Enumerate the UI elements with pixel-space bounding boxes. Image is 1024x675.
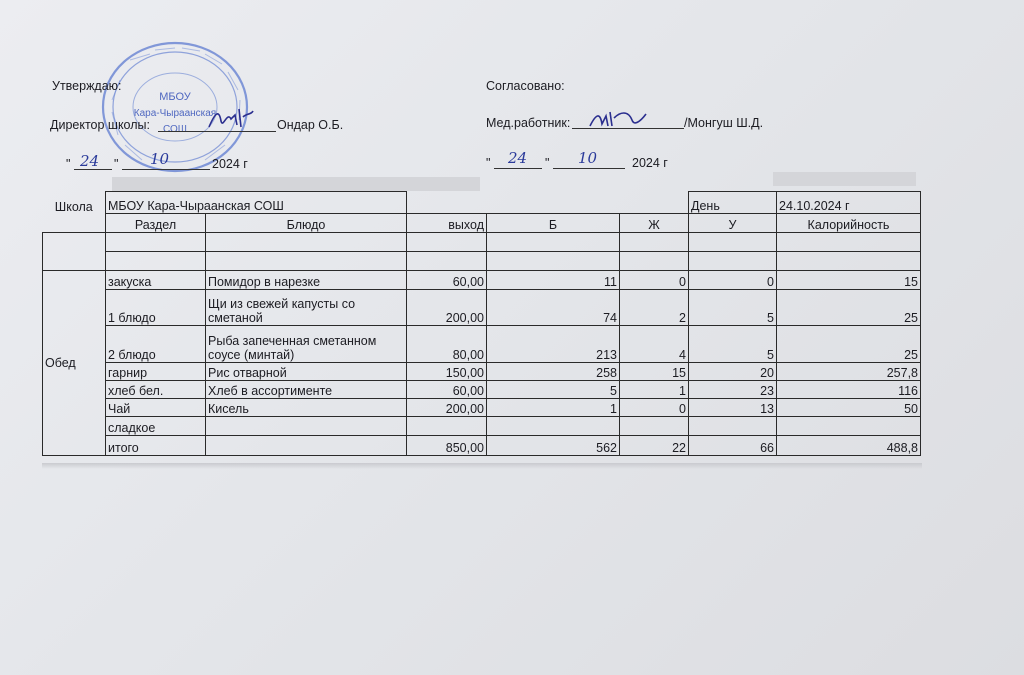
table-row: [43, 363, 921, 381]
cell-calories: 15: [777, 271, 921, 290]
cell-carbs: 23: [689, 381, 777, 399]
cell-output: 200,00: [407, 399, 487, 417]
med-name: /Монгуш Ш.Д.: [684, 116, 764, 130]
cell-fats: 0: [620, 399, 689, 417]
director-name: Ондар О.Б.: [277, 118, 344, 132]
cell-fats: 15: [620, 363, 689, 381]
cell-dish: Хлеб в ассортименте: [206, 381, 407, 399]
stamp-line-3: СОШ: [163, 124, 187, 135]
cell-carbs: 0: [689, 271, 777, 290]
cell-carbs: 66: [689, 436, 777, 456]
cell-section: 2 блюдо: [106, 326, 206, 363]
row-label-empty: [43, 233, 106, 271]
cell-output: 150,00: [407, 363, 487, 381]
table-row: [43, 417, 921, 436]
stamp-line-2: Кара-Чыраанская: [133, 108, 217, 119]
cell-section: закуска: [106, 271, 206, 290]
table-bottom-shadow: [42, 463, 922, 469]
cell-section: сладкое: [106, 417, 206, 436]
cell-calories: [777, 417, 921, 436]
cell-output: [407, 233, 487, 252]
cell-section: [106, 233, 206, 252]
cell-calories: 488,8: [777, 436, 921, 456]
cell-fats: [620, 252, 689, 271]
school-row-gap: [407, 192, 689, 214]
cell-section: [106, 252, 206, 271]
col-header-dish: Блюдо: [206, 214, 407, 233]
cell-calories: 116: [777, 381, 921, 399]
shaded-band-left: [112, 177, 480, 191]
cell-output: 200,00: [407, 290, 487, 326]
cell-carbs: 13: [689, 399, 777, 417]
header-spacer: [43, 214, 106, 233]
cell-dish: Кисель: [206, 399, 407, 417]
director-date-day: 24: [80, 152, 100, 170]
director-date-year: 2024 г: [212, 157, 248, 171]
cell-dish: [206, 436, 407, 456]
day-value: 24.10.2024 г: [777, 192, 921, 214]
cell-proteins: 11: [487, 271, 620, 290]
cell-output: 80,00: [407, 326, 487, 363]
cell-output: 60,00: [407, 381, 487, 399]
director-label: Директор школы:: [50, 118, 150, 132]
cell-carbs: 20: [689, 363, 777, 381]
col-header-section: Раздел: [106, 214, 206, 233]
cell-fats: 1: [620, 381, 689, 399]
cell-section: хлеб бел.: [106, 381, 206, 399]
med-date-month: 10: [578, 149, 598, 167]
shaded-band-right: [773, 172, 916, 186]
table-row: [43, 290, 921, 326]
approve-label: Утверждаю:: [52, 79, 122, 93]
cell-carbs: [689, 252, 777, 271]
agreed-label: Согласовано:: [486, 79, 565, 93]
med-month-line: [553, 168, 625, 169]
cell-output: 60,00: [407, 271, 487, 290]
director-day-line: [74, 169, 112, 170]
med-signature: [588, 106, 648, 132]
director-signature: [205, 103, 255, 133]
cell-section: 1 блюдо: [106, 290, 206, 326]
cell-calories: 257,8: [777, 363, 921, 381]
cell-carbs: [689, 417, 777, 436]
header-row: [43, 214, 921, 233]
cell-proteins: [487, 252, 620, 271]
med-date-day: 24: [508, 149, 528, 167]
table-row: [43, 252, 921, 271]
cell-calories: [777, 233, 921, 252]
col-header-output: выход: [407, 214, 487, 233]
director-date-quote-open: ": [66, 157, 71, 171]
cell-calories: 25: [777, 326, 921, 363]
cell-carbs: 5: [689, 290, 777, 326]
cell-output: [407, 417, 487, 436]
med-day-line: [494, 168, 542, 169]
day-label: День: [689, 192, 777, 214]
director-date-quote-close: ": [114, 157, 119, 171]
school-row: [43, 192, 921, 214]
cell-fats: 4: [620, 326, 689, 363]
cell-carbs: 5: [689, 326, 777, 363]
cell-calories: 50: [777, 399, 921, 417]
table-row: [43, 381, 921, 399]
med-label: Мед.работник:: [486, 116, 571, 130]
director-month-line: [122, 169, 210, 170]
cell-proteins: [487, 233, 620, 252]
cell-section: гарнир: [106, 363, 206, 381]
director-date-month: 10: [150, 150, 170, 168]
cell-proteins: [487, 417, 620, 436]
med-date-quote-close: ": [545, 156, 550, 170]
col-header-calories: Калорийность: [777, 214, 921, 233]
cell-output: [407, 252, 487, 271]
menu-table: [42, 191, 921, 456]
school-label: Школа: [54, 199, 93, 214]
med-date-year: 2024 г: [632, 156, 668, 170]
cell-calories: [777, 252, 921, 271]
cell-carbs: [689, 233, 777, 252]
cell-dish: Рыба запеченная сметанном соусе (минтай): [206, 326, 407, 363]
school-name: МБОУ Кара-Чыраанская СОШ: [106, 192, 407, 214]
cell-dish: Помидор в нарезке: [206, 271, 407, 290]
stamp-line-1: МБОУ: [159, 91, 191, 103]
cell-fats: 2: [620, 290, 689, 326]
total-row: [43, 436, 921, 456]
cell-proteins: 562: [487, 436, 620, 456]
cell-proteins: 258: [487, 363, 620, 381]
cell-dish: [206, 252, 407, 271]
med-date-quote-open: ": [486, 156, 491, 170]
cell-proteins: 5: [487, 381, 620, 399]
cell-calories: 25: [777, 290, 921, 326]
table-row: [43, 271, 921, 290]
cell-proteins: 74: [487, 290, 620, 326]
meal-label: Обед: [43, 271, 106, 456]
col-header-proteins: Б: [487, 214, 620, 233]
cell-output: 850,00: [407, 436, 487, 456]
cell-fats: [620, 233, 689, 252]
table-row: [43, 326, 921, 363]
table-row: [43, 233, 921, 252]
cell-proteins: 1: [487, 399, 620, 417]
table-row: [43, 399, 921, 417]
cell-proteins: 213: [487, 326, 620, 363]
cell-fats: 0: [620, 271, 689, 290]
cell-dish: Щи из свежей капусты со сметаной: [206, 290, 407, 326]
cell-section: Чай: [106, 399, 206, 417]
cell-dish: [206, 233, 407, 252]
cell-fats: 22: [620, 436, 689, 456]
cell-fats: [620, 417, 689, 436]
col-header-carbs: У: [689, 214, 777, 233]
cell-dish: [206, 417, 407, 436]
col-header-fats: Ж: [620, 214, 689, 233]
cell-section: итого: [106, 436, 206, 456]
cell-dish: Рис отварной: [206, 363, 407, 381]
